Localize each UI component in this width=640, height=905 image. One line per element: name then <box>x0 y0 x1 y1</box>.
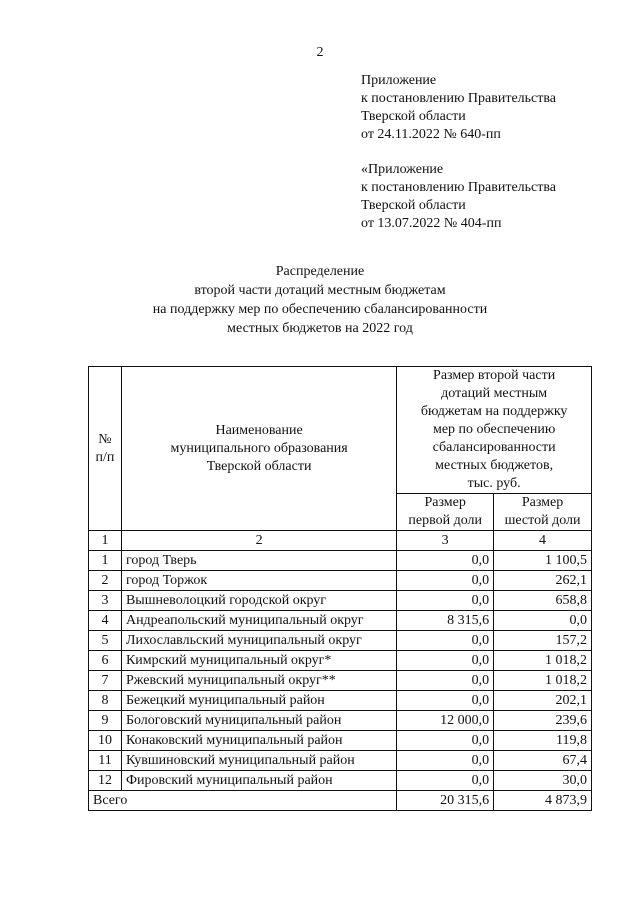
municipality-name: город Торжок <box>121 571 396 591</box>
first-share-value: 0,0 <box>397 571 494 591</box>
municipality-name: Вышневолоцкий городской округ <box>121 591 396 611</box>
header-first-share <box>397 494 494 531</box>
municipality-name: Андреапольский муниципальный округ <box>121 611 396 631</box>
table-row <box>89 711 592 731</box>
table-row <box>89 611 592 631</box>
title-line: на поддержку мер по обеспечению сбалансированности <box>152 302 488 317</box>
header-first-line: Размер <box>424 495 466 510</box>
municipality-name: Ржевский муниципальный округ** <box>121 671 396 691</box>
first-share-value: 0,0 <box>397 551 494 571</box>
appendix-current-line: к постановлению Правительства <box>361 91 557 106</box>
table-row <box>89 551 592 571</box>
municipality-name: город Тверь <box>121 551 396 571</box>
row-number: 3 <box>89 591 122 611</box>
header-number-line: п/п <box>95 449 115 465</box>
header-name-line: муниципального образования <box>170 440 348 456</box>
document-title <box>0 262 640 338</box>
municipality-name: Кимрский муниципальный округ* <box>121 651 396 671</box>
header-number <box>89 367 122 531</box>
total-label: Всего <box>89 791 397 811</box>
table-row <box>89 671 592 691</box>
row-number: 2 <box>89 571 122 591</box>
sixth-share-value: 1 018,2 <box>494 671 592 691</box>
municipality-name: Кувшиновский муниципальный район <box>121 751 396 771</box>
header-sixth-share <box>494 494 592 531</box>
appendix-previous-block <box>361 161 556 233</box>
title-line: местных бюджетов на 2022 год <box>227 321 413 336</box>
first-share-value: 0,0 <box>397 591 494 611</box>
title-line: Распределение <box>275 264 365 279</box>
column-index: 2 <box>121 531 396 551</box>
row-number: 7 <box>89 671 122 691</box>
table-row <box>89 771 592 791</box>
total-row <box>89 791 592 811</box>
sixth-share-value: 239,6 <box>494 711 592 731</box>
page-number: 2 <box>316 45 324 60</box>
row-number: 10 <box>89 731 122 751</box>
table-row <box>89 631 592 651</box>
header-size-line: сбалансированности <box>432 440 556 455</box>
header-name-line: Наименование <box>215 422 303 438</box>
appendix-current-line: от 24.11.2022 № 640-пп <box>361 127 501 142</box>
header-size-line: тыс. руб. <box>467 476 521 491</box>
table-row <box>89 591 592 611</box>
header-name-line: Тверской области <box>206 458 312 474</box>
first-share-value: 0,0 <box>397 691 494 711</box>
header-first-line: первой доли <box>408 513 482 528</box>
row-number: 8 <box>89 691 122 711</box>
sixth-share-value: 30,0 <box>494 771 592 791</box>
row-number: 4 <box>89 611 122 631</box>
header-sixth-line: Размер <box>521 495 564 510</box>
table-row <box>89 751 592 771</box>
table-row <box>89 691 592 711</box>
row-number: 9 <box>89 711 122 731</box>
title-line: второй части дотаций местным бюджетам <box>194 283 446 298</box>
first-share-value: 0,0 <box>397 771 494 791</box>
header-size-line: Размер второй части <box>433 368 556 383</box>
appendix-previous-line: Тверской области <box>361 198 466 213</box>
appendix-current-line: Приложение <box>361 73 437 88</box>
sixth-share-value: 157,2 <box>494 631 592 651</box>
column-index: 1 <box>89 531 122 551</box>
appendix-previous-line: к постановлению Правительства <box>361 180 557 195</box>
appendix-current-block <box>361 72 556 144</box>
sixth-share-value: 262,1 <box>494 571 592 591</box>
appendix-previous-line: «Приложение <box>361 162 444 177</box>
header-size-line: дотаций местным <box>441 386 548 401</box>
municipality-name: Конаковский муниципальный район <box>121 731 396 751</box>
sixth-share-value: 0,0 <box>494 611 592 631</box>
row-number: 5 <box>89 631 122 651</box>
first-share-value: 0,0 <box>397 651 494 671</box>
row-number: 11 <box>89 751 122 771</box>
first-share-value: 0,0 <box>397 751 494 771</box>
row-number: 12 <box>89 771 122 791</box>
municipality-name: Бологовский муниципальный район <box>121 711 396 731</box>
row-number: 1 <box>89 551 122 571</box>
municipality-name: Фировский муниципальный район <box>121 771 396 791</box>
appendix-current-line: Тверской области <box>361 109 466 124</box>
table-row <box>89 571 592 591</box>
first-share-value: 0,0 <box>397 731 494 751</box>
column-index-row <box>89 531 592 551</box>
sixth-share-value: 1 018,2 <box>494 651 592 671</box>
sixth-share-value: 67,4 <box>494 751 592 771</box>
municipality-name: Бежецкий муниципальный район <box>121 691 396 711</box>
appendix-previous-line: от 13.07.2022 № 404-пп <box>361 216 502 231</box>
header-size-line: бюджетам на поддержку <box>420 404 568 419</box>
first-share-value: 12 000,0 <box>397 711 494 731</box>
sixth-share-value: 1 100,5 <box>494 551 592 571</box>
header-subsidy-size <box>397 367 592 494</box>
sixth-share-value: 119,8 <box>494 731 592 751</box>
table-row <box>89 651 592 671</box>
table-row <box>89 731 592 751</box>
sixth-share-value: 202,1 <box>494 691 592 711</box>
total-sixth-share: 4 873,9 <box>494 791 592 811</box>
header-number-line: № <box>98 431 112 447</box>
municipality-name: Лихославльский муниципальный округ <box>121 631 396 651</box>
header-size-line: местных бюджетов, <box>435 458 554 473</box>
first-share-value: 8 315,6 <box>397 611 494 631</box>
first-share-value: 0,0 <box>397 671 494 691</box>
first-share-value: 0,0 <box>397 631 494 651</box>
header-size-line: мер по обеспечению <box>432 422 556 437</box>
column-index: 3 <box>397 531 494 551</box>
sixth-share-value: 658,8 <box>494 591 592 611</box>
header-sixth-line: шестой доли <box>504 513 581 528</box>
header-name <box>121 367 396 531</box>
column-index: 4 <box>494 531 592 551</box>
row-number: 6 <box>89 651 122 671</box>
distribution-table <box>88 366 592 811</box>
total-first-share: 20 315,6 <box>397 791 494 811</box>
